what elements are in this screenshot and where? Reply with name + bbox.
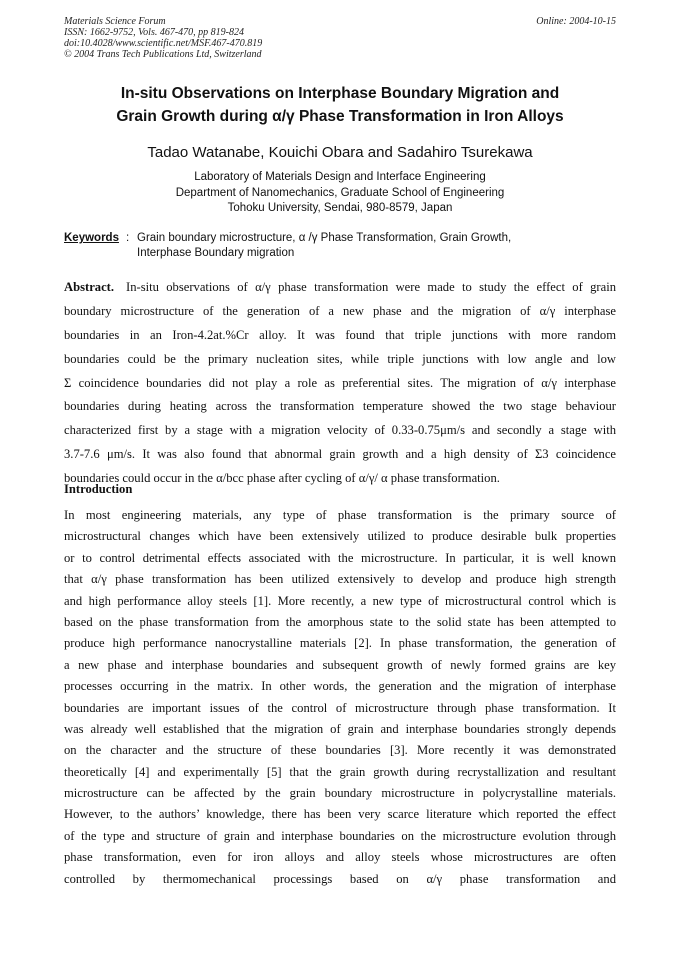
doi-line: doi:10.4028/www.scientific.net/MSF.467-470.819: [64, 38, 263, 49]
title-line-1: In-situ Observations on Interphase Boundary Migration and: [120, 85, 560, 102]
body-line: processes occurring in the matrix. In other words, the generation and the migration of interphase: [64, 679, 616, 694]
issn-line: ISSN: 1662-9752, Vols. 467-470, pp 819-824: [64, 27, 244, 38]
publication-header: [64, 16, 616, 60]
affiliation-line: Laboratory of Materials Design and Interface Engineering: [194, 171, 486, 183]
section-heading-introduction: Introduction: [64, 482, 133, 496]
body-line: boundaries are important issues of the control of microstructure through phase transformation. It: [64, 700, 616, 715]
journal-name: Materials Science Forum: [64, 16, 166, 27]
body-line: produce high performance nanocrystalline materials [2]. In phase transformation, the generation of: [64, 636, 616, 651]
abstract-line: characterized first by a stage with a migration velocity of 0.33-0.75μm/s and secondly a stage with: [64, 423, 616, 438]
body-line: controlled by thermomechanical processings based on α/γ phase transformation and: [64, 871, 616, 886]
body-line: or to control detrimental effects associated with the microstructure. In particular, it is well known: [64, 550, 616, 565]
body-line: on the character and the structure of these boundaries [3]. More recently it was demonstrated: [64, 743, 616, 758]
author-list: Tadao Watanabe, Kouichi Obara and Sadahiro Tsurekawa: [147, 144, 533, 161]
abstract-line: boundaries could be the primary nucleation sites, while triple junctions with low angle and low: [64, 351, 616, 366]
introduction-body: [64, 505, 616, 890]
body-line: based on the phase transformation from the amorphous state to the solid state has been attempted to: [64, 614, 616, 629]
abstract-line: boundaries during heating across the transformation temperature showed the two stage behaviour: [64, 399, 616, 414]
body-line: a new phase and interphase boundaries and subsequent growth of newly formed grains are key: [64, 657, 616, 672]
affiliation: [64, 170, 616, 217]
body-line: that α/γ phase transformation has been utilized extensively to develop and produce high strength: [64, 572, 616, 587]
abstract-line: boundary microstructure of the generation of a new phase and the migration of α/γ interphase: [64, 303, 616, 318]
abstract-section: [64, 276, 616, 491]
keywords-line: Grain boundary microstructure, α /γ Phase Transformation, Grain Growth,: [137, 232, 512, 244]
abstract-line: boundaries in an Iron-4.2at.%Cr alloy. It was found that triple junctions with more random: [64, 327, 616, 342]
keywords-line: Interphase Boundary migration: [137, 246, 295, 259]
body-line: In most engineering materials, any type of phase transformation is the primary source of: [64, 508, 616, 522]
body-line: of the type and structure of grain and interphase boundaries on the microstructure evolution through: [64, 828, 616, 843]
abstract-text: In-situ observations of α/γ phase transformation were made to study the effect of grain: [126, 280, 616, 294]
copyright-line: © 2004 Trans Tech Publications Ltd, Switzerland: [64, 49, 262, 60]
keywords-list: [137, 231, 607, 260]
abstract-line: [64, 276, 616, 300]
affiliation-line: Tohoku University, Sendai, 980-8579, Japan: [227, 202, 453, 214]
body-line: microstructure can be affected by the grain boundary microstructure in polycrystalline materials.: [64, 786, 616, 801]
abstract-line: Σ coincidence boundaries did not play a role as preferential sites. The migration of α/γ interphase: [64, 375, 616, 390]
title-line-2: Grain Growth during α/γ Phase Transformation in Iron Alloys: [116, 108, 564, 125]
abstract-line: boundaries could occur in the α/bcc phase after cycling of α/γ/ α phase transformation.: [64, 471, 500, 486]
body-line: was already well established that the migration of grain and interphase boundaries strongly depends: [64, 721, 616, 736]
paper-title: [64, 82, 616, 128]
keywords-colon: :: [126, 232, 130, 244]
body-line: microstructural changes which have been extensively utilized to produce desirable bulk properties: [64, 529, 616, 544]
keywords-label: Keywords: [64, 232, 119, 244]
body-line: theoretically [4] and experimentally [5] that the grain growth during recrystallization and resultant: [64, 764, 616, 779]
abstract-label: Abstract.: [64, 280, 115, 294]
body-line: phase transformation, even for iron alloys and alloy steels whose microstructures are often: [64, 850, 616, 865]
affiliation-line: Department of Nanomechanics, Graduate School of Engineering: [175, 186, 505, 199]
online-date: Online: 2004-10-15: [536, 16, 616, 27]
abstract-line: 3.7-7.6 μm/s. It was also found that abnormal grain growth and a high density of Σ3 coincidence: [64, 447, 616, 462]
body-line: However, to the authors’ knowledge, there has been very scarce literature which reported the effect: [64, 807, 616, 822]
body-line: and high performance alloy steels [1]. More recently, a new type of microstructural control which is: [64, 593, 616, 608]
